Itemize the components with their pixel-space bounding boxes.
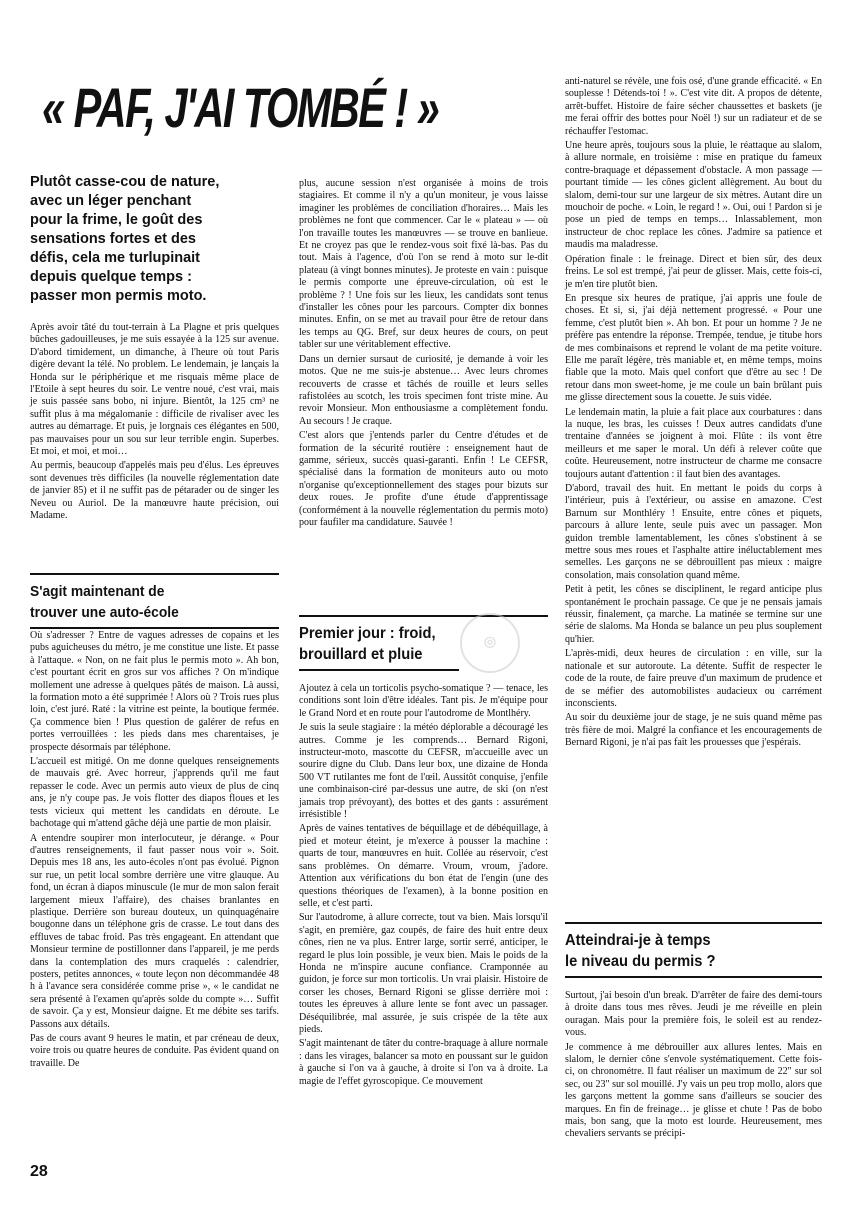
body-paragraph: Ajoutez à cela un torticolis psycho-somatique ? — tenace, les conditions sont loin d'être idéales. Tant pis. Je m'équipe pour le Grand Nord et en route pour l'autodrome de Montlhéry.: [299, 683, 548, 719]
body-paragraph: C'est alors que j'entends parler du Centre d'études et de formation de la sécurité routière : enseignement haut de gamme, sérieux, succès quasi-garanti. Enfin ! Le CEFSR, spécialisé dans la formation de moniteurs auto ou moto n'organise qu'exceptionnellement des stages pour bizuts sur deux roues. Je profite d'une étude d'apprentissage (conformément à la nouvelle réglementation du permis moto) pour faufiler ma candidature. Sauvée !: [299, 430, 548, 528]
page-number: 28: [30, 1163, 48, 1180]
body-paragraph: A entendre soupirer mon interlocuteur, je dérange. « Pour d'autres renseignements, il faut passer nous voir ». Soit. Depuis mes 18 ans, les auto-écoles n'ont pas évolué. Pignon sur rue, un petit local sombre derrière une vitre glauque. Au fond, un écran à diapos minuscule (le mur de mon salon ferait largement mieux l'affaire), des chaises branlantes en plastique. Derrière son bureau douteux, un quinquagénaire bougonne dans un téléphone gris de crasse. Le tout dans des effluves de tabac froid. Pas très engageant. En attendant que Monsieur termine de postillonner dans l'appareil, je me perds dans la contemplation des murs craquelés : calendrier, posters, petites annonces, « toute leçon non décommandée 48 h à l'avance sera considérée comme prise », « le candidat ne sera présenté à l'examen qu'après solde du compte »… Suffit de savoir. Ça y est, Monsieur daigne. Et me débite ses tarifs. Passons aux détails.: [30, 832, 279, 1030]
body-paragraph: Opération finale : le freinage. Direct et bien sûr, des deux freins. Le sol est trempé, j'ai peur de glisser. Mais, cette fois-ci, je m'en tire plutôt bien.: [565, 253, 822, 290]
article-title: « PAF, J'AI TOMBÉ ! »: [42, 76, 439, 139]
subhead-rule: [299, 615, 548, 617]
body-paragraph: Après de vaines tentatives de béquillage et de débéquillage, à pied et moteur éteint, je m'exerce à pousser la machine : quarts de tour, manœuvres en huit. Collée au réservoir, c'est sans problèmes. On démarre. Vroum, vroum, j'adore. Attention aux vérifications du bon état de l'engin (une des questions théoriques de l'examen), à la bonne position en selle, et c'est parti.: [299, 823, 548, 909]
body-paragraph: En presque six heures de pratique, j'ai appris une foule de choses. Et si, si, j'ai déjà nettement progressé. « Pour une femme, c'est plutôt bien ». Ah bon. Et pour un homme ? Je ne préfère pas entendre la réponse. Trempée, tendue, je titube hors de mes combinaisons et reprend le volant de ma petite voiture. Elle me paraît légère, très maniable et, en même temps, moins fiable que la moto. Mais quel confort que d'être au sec ! De retour dans mon sweet-home, je me coule un bain brûlant puis me glisse directement sous la couette. Je suis vidée.: [565, 292, 822, 404]
subhead: Atteindrai-je à temps le niveau du permis ?: [565, 932, 716, 970]
body-paragraph: Pas de cours avant 9 heures le matin, et par créneau de deux, voire trois ou quatre heures de conduite. Pas évident quand on travaille. De: [30, 1033, 279, 1069]
body-paragraph: Au permis, beaucoup d'appelés mais peu d'élus. Les épreuves sont devenues très difficiles (la nouvelle réglementation date de janvier 85) et il ne suffit pas de pétarader ou de singer les Neveu ou Auriol. De la manœuvre haute précision, oui Madame.: [30, 460, 279, 522]
body-paragraph: Le lendemain matin, la pluie a fait place aux courbatures : dans la nuque, les bras, les cuisses ! Deux autres candidats d'une trentaine d'années se joignent à moi. Flûte : ils vont être meilleurs et me saper le moral. Un défi à relever coûte que coûte. Heureusement, notre instructeur de charme me consacre toujours autant d'attention : il faut bien des avantages.: [565, 406, 822, 480]
subhead-rule: [565, 976, 822, 978]
subhead-rule: [565, 922, 822, 924]
body-paragraph: Je suis la seule stagiaire : la météo déplorable a découragé les autres. Comme je les comprends… Bernard Rigoni, instructeur-moto, mascotte du CEFSR, m'accueille avec un sourire digne du Club. Dans leur box, une dizaine de Honda 500 VT rutilantes me font de l'œil. Aussitôt conquise, j'enfile une combinaison-ciré par-dessus une autre, de ski (on n'est jamais trop prévoyant), des bottes et des gants : assurément irrésistible !: [299, 722, 548, 821]
body-paragraph: Après avoir tâté du tout-terrain à La Plagne et pris quelques bûches gadouilleuses, je me suis essayée à la 125 sur avenue. D'abord timidement, un dimanche, à l'heure où tout Paris digère devant la télé. No problem. Le lendemain, je lançais la Honda sur le périphérique et me risquais même place de l'Etoile à sept heures du soir. Le ventre noué, c'est vrai, mais je suis passée sans bobo, ni injure. Bientôt, la 125 cm³ ne suffit plus à ma mégalomanie : difficile de rivaliser avec les autres au démarrage. Et puis, je lorgnais ces élégantes en 500, pas mauvaises pour un sou sur leur terrible engin. Superbes. Et moi, et moi, et moi…: [30, 322, 279, 458]
subhead-rule: [299, 669, 459, 671]
body-paragraph: Surtout, j'ai besoin d'un break. D'arrêter de faire des demi-tours à droite dans tous mes rêves. Jeudi je me réveille en plein ouragan. Mais pour la première fois, le soleil est au rendez-vous.: [565, 990, 822, 1039]
body-paragraph: S'agit maintenant de tâter du contre-braquage à allure normale : dans les virages, balancer sa moto en poussant sur le guidon à gauche si l'on va à gauche, à droite si l'on va à droite. La magie de l'effet gyroscopique. Ce mouvement: [299, 1038, 548, 1087]
body-paragraph: Une heure après, toujours sous la pluie, le réattaque au slalom, à allure normale, en troisième : mise en pratique du fameux contre-braquage et dépassement d'obstacle. A mon passage — pourtant timide — les cônes giclent allègrement. Au bout du slalom, demi-tour sur une largeur de six mètres. Autant dire un mouchoir de poche. « Loin, le regard ! ». Oui, oui ! Pardon si je pose un pied de temps en temps… Inlassablement, mon instructeur de choc replace les cônes. J'admire sa patience et maudis ma maladresse.: [565, 140, 822, 251]
body-paragraph: L'accueil est mitigé. On me donne quelques renseignements de mauvais gré. Avec horreur, j'apprends qu'il me faut repasser le code. Avec un permis auto vieux de plus de cinq ans, je n'y coupe pas. Je vois flotter des diapos floues et les tests vicieux qui mettent les candidats en déroute. Le bachotage qui m'attend gâche déjà une partie de mon plaisir.: [30, 756, 279, 830]
subhead-rule: [30, 573, 279, 575]
body-paragraph: plus, aucune session n'est organisée à moins de trois stagiaires. Et comme il n'y a qu'un moniteur, je vous laisse imaginer les problèmes de conciliation d'horaires… Mais les problèmes ne font que commencer. Car le « plateau » — où l'on travaille toutes les manœuvres — se trouve en banlieue. Et ne croyez pas que le rendez-vous soit fixé là-bas. Pas du tout. Mais à l'agence, d'où l'on se rend à moto sur le-dit plateau (à vingt bonnes minutes). Je proteste en vain : puisque le permis comporte une épreuve-circulation, où est le problème ? ! Une fois sur les lieux, les candidats sont tenus d'installer les cônes pour les parcours. Compter dix bonnes minutes. Enfin, on se met au travail pour être de retour dans les temps au QG. Bref, sur deux heures de cours, on peut tabler sur une véritablement effective.: [299, 178, 548, 351]
body-paragraph: Sur l'autodrome, à allure correcte, tout va bien. Mais lorsqu'il s'agit, en première, gaz coupés, de faire des huit entre deux cônes, rien ne va plus. Entrer large, sortir serré, anticiper, le regard le plus loin possible, je veux bien. Mais le poids de la Honda ne m'inspire aucune confiance. Cramponnée au guidon, je force sur mon torticolis. Un vrai plaisir. Histoire de corser les choses, Bernard Rigoni se glisse derrière moi : toutes les épreuves à allure lente se font avec un passager. Déséquilibrée, mal assurée, je suis crispée de la tête aux pieds.: [299, 912, 548, 1035]
watermark-logo: ◎: [460, 613, 520, 673]
subhead: Premier jour : froid, brouillard et pluie: [299, 625, 436, 663]
body-paragraph: anti-naturel se révèle, une fois osé, d'une grande efficacité. « En souplesse ! Détends-toi ! ». C'est vite dit. A propos de détente, arrêt-buffet. Histoire de faire sécher chaussettes et baskets (je me ferai offrir des bottes pour Noël !) sur un radiateur et de se réchauffer l'estomac.: [565, 76, 822, 137]
subhead-rule: [30, 627, 279, 629]
body-paragraph: Dans un dernier sursaut de curiosité, je demande à voir les motos. Que ne me suis-je abstenue… Avec leurs chromes recouverts de crasse et tâchés de rouille et leurs selles rafistolées au scotch, les trois specimen font triste mine. Au revoir Monsieur. Mon enthousiasme a complètement fondu. Au secours ! Je craque.: [299, 353, 548, 427]
body-paragraph: D'abord, travail des huit. En mettant le poids du corps à l'intérieur, puis à l'extérieur, ou assise en amazone. C'est Barnum sur Monthléry ! Ensuite, entre cônes et piquets, parcours à allure lente, seule puis avec un passager. Mon guidon tremble lamentablement, les cônes s'obstinent à se mettre sous mes roues et l'asphalte attire inéluctablement mes semelles. Les garçons ne se débrouillent pas mieux : maigre consolation, mais consolation quand même.: [565, 483, 822, 581]
body-paragraph: Au soir du deuxième jour de stage, je ne suis quand même pas très fière de moi. Malgré la confiance et les encouragements de Bernard Rigoni, je n'ai pas fait les prouesses que j'espérais.: [565, 712, 822, 749]
body-paragraph: L'après-midi, deux heures de circulation : en ville, sur la nationale et sur autoroute. La détente. Suffit de respecter le code de la route, de faire preuve d'un maximum de prudence et de se méfier des automobilistes audacieux ou carrément inconscients.: [565, 648, 822, 709]
subhead: S'agit maintenant de trouver une auto-école: [30, 583, 179, 621]
lead-paragraph: Plutôt casse-cou de nature, avec un léger penchant pour la frime, le goût des sensations fortes et des défis, cela me turlupinait depuis quelque temps : passer mon permis moto.: [30, 174, 220, 304]
body-paragraph: Je commence à me débrouiller aux allures lentes. Mais en slalom, le dernier cône s'envole systématiquement. Cette fois-ci, on chronométre. Il faut réaliser un maximum de 22" sur sol sec, ou 23" sur sol mouillé. J'y vais un peu trop mollo, alors que les garçons mettent la gomme sans d'ailleurs se soucier des marques. En fin de freinage… je glisse et chute ! Pas de bobo mais, bon sang, que la moto est lourde. Heureusement, mes chevaliers servants se précipi-: [565, 1041, 822, 1140]
body-paragraph: Où s'adresser ? Entre de vagues adresses de copains et les pubs aguicheuses du métro, je me constitue une liste. Et passe à l'attaque. « Non, on ne fait plus le permis moto ». Ah bon, c'est pourtant écrit en gros sur vos affiches ? On m'indique mollement une adresse à quelques pâtés de maison. Là aussi, la formation moto a été supprimée ! Alors où ? Trois rues plus loin, c'est juré. Raté : la vitrine est peinte, la boutique fermée. Ça commence bien ! Plus question de galérer de refus en portes verrouillées : les pieds dans mes charentaises, je prospecte désormais par téléphone.: [30, 630, 279, 753]
body-paragraph: Petit à petit, les cônes se disciplinent, le regard anticipe plus spontanément le prochain passage. Ce que je ne pensais jamais réussir, finalement, ça marche. La matinée se termine sur une série de slaloms. Ma Honda se balance un peu plus souplement qu'hier.: [565, 584, 822, 645]
